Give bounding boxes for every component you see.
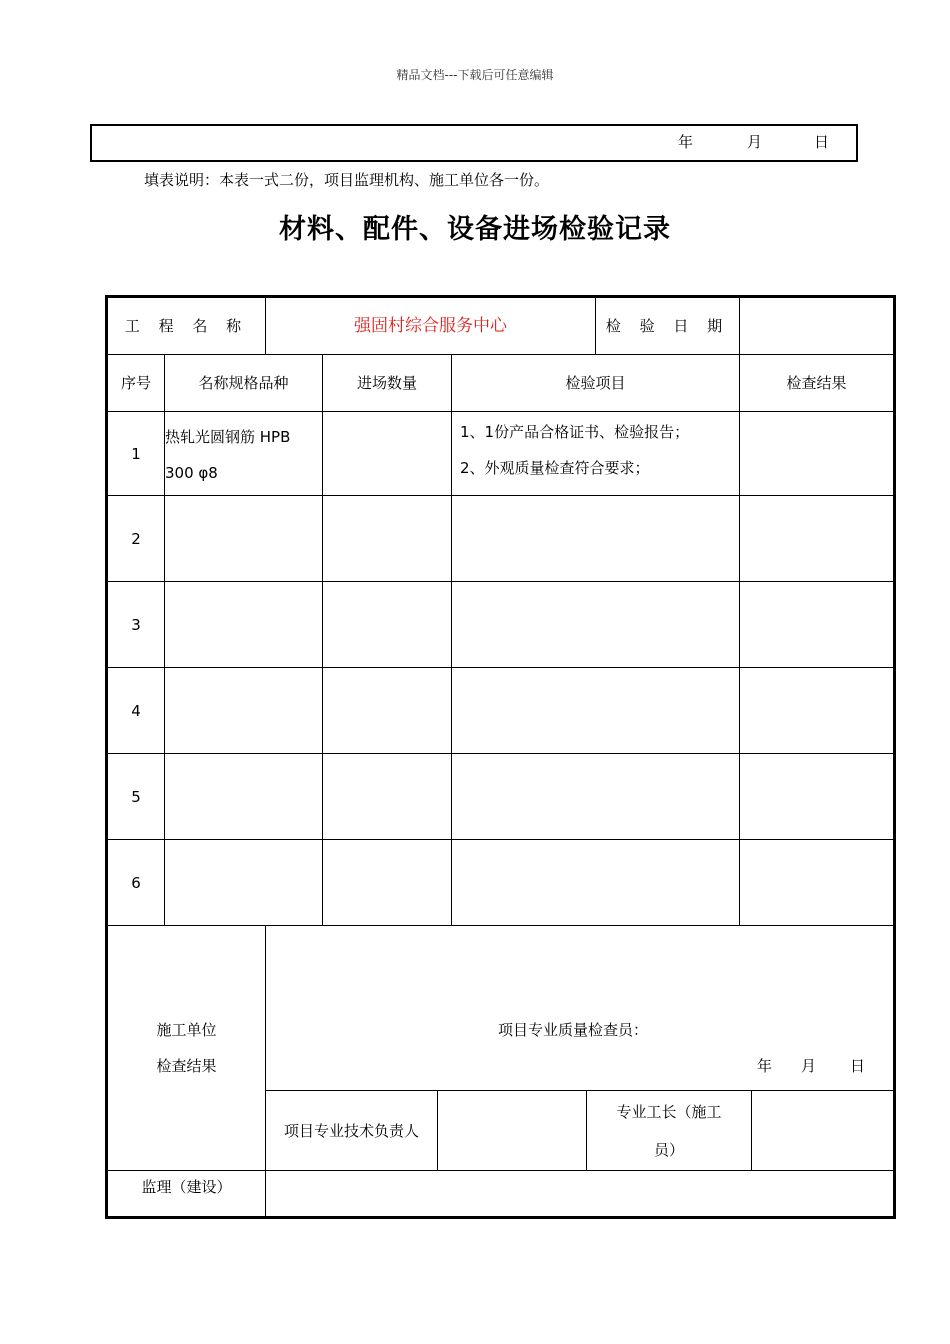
contractor-label xyxy=(108,926,266,1171)
row-4-name xyxy=(165,668,323,754)
row-5-result xyxy=(740,754,893,840)
row-4-quantity xyxy=(323,668,452,754)
row-1-item-line1: 1、1份产品合格证书、检验报告； xyxy=(460,423,690,441)
col-header-items: 检验项目 xyxy=(452,355,740,412)
row-6-no: 6 xyxy=(108,840,165,926)
row-5-name xyxy=(165,754,323,840)
row-1-item-line2: 2、外观质量检查符合要求； xyxy=(460,459,650,477)
supervision-label: 监理（建设） xyxy=(108,1171,266,1216)
project-name-value: 强固村综合服务中心 xyxy=(266,298,596,355)
foreman-label-line1: 专业工长（施工 xyxy=(616,1102,722,1121)
contractor-year-label: 年 xyxy=(757,1057,773,1075)
foreman-label xyxy=(587,1091,752,1171)
top-date-box xyxy=(90,124,858,162)
row-3-no: 3 xyxy=(108,582,165,668)
supervision-signature-area xyxy=(266,1171,893,1216)
row-5-items xyxy=(452,754,740,840)
top-month-label: 月 xyxy=(747,133,763,151)
row-4-no: 4 xyxy=(108,668,165,754)
col-header-no: 序号 xyxy=(108,355,165,412)
row-3-quantity xyxy=(323,582,452,668)
quality-inspector-label: 项目专业质量检查员： xyxy=(498,1021,649,1039)
row-1-quantity xyxy=(323,412,452,496)
row-1-result xyxy=(740,412,893,496)
row-1-items xyxy=(452,412,740,496)
tech-lead-signature xyxy=(438,1091,587,1171)
col-header-result: 检查结果 xyxy=(740,355,893,412)
top-day-label: 日 xyxy=(814,133,830,151)
inspection-form xyxy=(105,295,896,1219)
row-3-name xyxy=(165,582,323,668)
row-1-no: 1 xyxy=(108,412,165,496)
contractor-label-line2: 检查结果 xyxy=(156,1057,217,1075)
contractor-signature-area xyxy=(266,926,893,1091)
foreman-label-line2: 员） xyxy=(653,1140,684,1159)
row-6-result xyxy=(740,840,893,926)
document-title: 材料、配件、设备进场检验记录 xyxy=(279,214,671,245)
row-2-result xyxy=(740,496,893,582)
row-2-items xyxy=(452,496,740,582)
row-2-name xyxy=(165,496,323,582)
row-3-items xyxy=(452,582,740,668)
row-1-name-line2: 300 φ8 xyxy=(165,463,218,482)
row-1-name-line1: 热轧光圆钢筋 HPB xyxy=(165,427,291,446)
top-year-label: 年 xyxy=(678,133,694,151)
row-3-result xyxy=(740,582,893,668)
row-2-quantity xyxy=(323,496,452,582)
header-note: 精品文档---下载后可任意编辑 xyxy=(396,68,554,82)
row-4-result xyxy=(740,668,893,754)
col-header-quantity: 进场数量 xyxy=(323,355,452,412)
col-header-name: 名称规格品种 xyxy=(165,355,323,412)
foreman-signature xyxy=(752,1091,893,1171)
contractor-label-line1: 施工单位 xyxy=(156,1021,217,1039)
inspection-date-value xyxy=(740,298,893,355)
row-2-no: 2 xyxy=(108,496,165,582)
contractor-day-label: 日 xyxy=(850,1057,866,1075)
row-6-quantity xyxy=(323,840,452,926)
fill-instructions: 填表说明：本表一式二份，项目监理机构、施工单位各一份。 xyxy=(144,171,550,189)
row-6-items xyxy=(452,840,740,926)
project-name-label: 工 程 名 称 xyxy=(108,298,266,355)
contractor-month-label: 月 xyxy=(801,1057,817,1075)
inspection-date-label: 检 验 日 期 xyxy=(596,298,740,355)
row-5-no: 5 xyxy=(108,754,165,840)
row-5-quantity xyxy=(323,754,452,840)
row-4-items xyxy=(452,668,740,754)
row-6-name xyxy=(165,840,323,926)
tech-lead-label: 项目专业技术负责人 xyxy=(266,1091,438,1171)
row-1-name xyxy=(165,412,323,496)
